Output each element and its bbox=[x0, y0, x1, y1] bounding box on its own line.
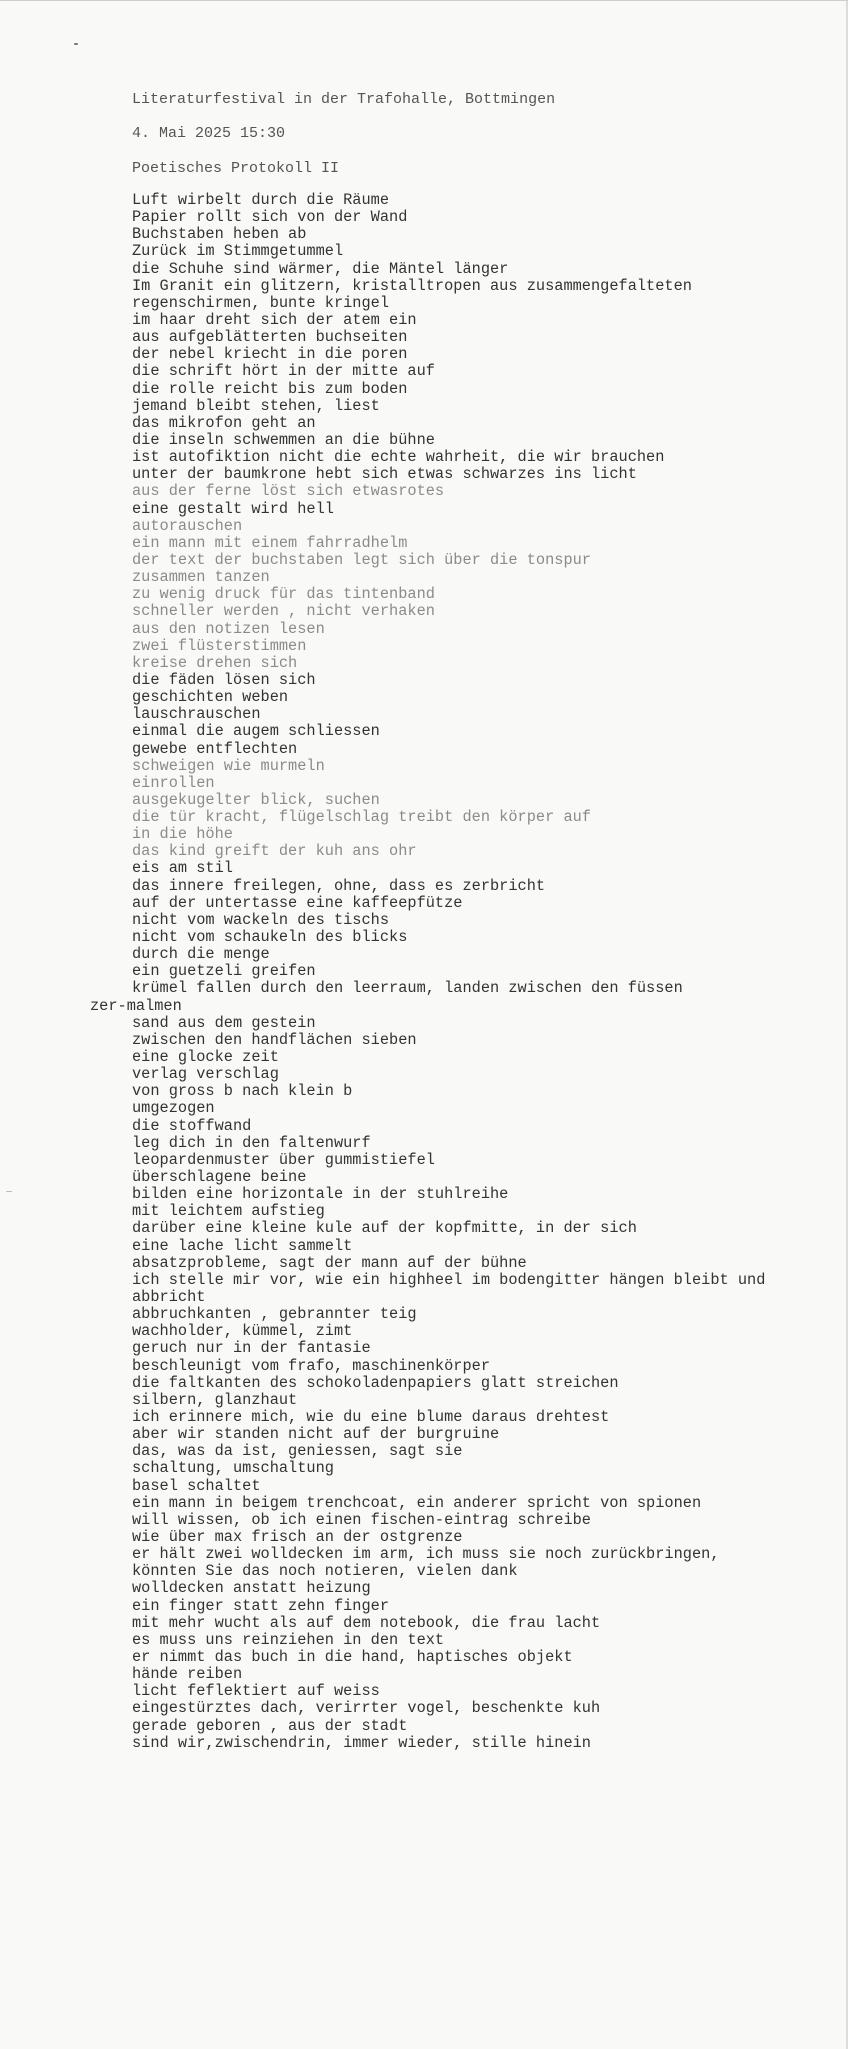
poem-line: geschichten weben bbox=[132, 688, 289, 707]
poem-line: zusammen tanzen bbox=[132, 568, 270, 587]
poem-line: sand aus dem gestein bbox=[132, 1013, 316, 1032]
ink-speck bbox=[6, 1191, 12, 1192]
poem-line: umgezogen bbox=[132, 1099, 215, 1118]
poem-line: abbruchkanten , gebrannter teig bbox=[132, 1305, 417, 1324]
poem-line: die schrift hört in der mitte auf bbox=[132, 362, 435, 381]
poem-line: aber wir standen nicht auf der burgruine bbox=[132, 1425, 500, 1444]
poem-line: zer-malmen bbox=[90, 996, 182, 1015]
poem-line: silbern, glanzhaut bbox=[132, 1390, 298, 1409]
poem-line: von gross b nach klein b bbox=[132, 1082, 353, 1101]
poem-line: wachholder, kümmel, zimt bbox=[132, 1322, 353, 1341]
poem-line: basel schaltet bbox=[132, 1476, 261, 1495]
poem-line: auf der untertasse eine kaffeepfütze bbox=[132, 893, 463, 912]
poem-line: er nimmt das buch in die hand, haptisches objekt bbox=[132, 1647, 573, 1666]
poem-line: schweigen wie murmeln bbox=[132, 756, 325, 775]
poem-line: jemand bleibt stehen, liest bbox=[132, 396, 380, 415]
poem-line: krümel fallen durch den leerraum, landen zwischen den füssen bbox=[132, 979, 683, 998]
poem-line: die inseln schwemmen an die bühne bbox=[132, 430, 435, 449]
poem-line: das innere freilegen, ohne, dass es zerbricht bbox=[132, 876, 546, 895]
poem-line: Papier rollt sich von der Wand bbox=[132, 208, 408, 227]
poem-line: überschlagene beine bbox=[132, 1168, 307, 1187]
date-line: 4. Mai 2025 15:30 bbox=[132, 125, 286, 142]
poem-line: eis am stil bbox=[132, 859, 233, 878]
poem-line: ein mann mit einem fahrradhelm bbox=[132, 533, 408, 552]
poem-line: aus aufgeblätterten buchseiten bbox=[132, 328, 408, 347]
poem-line: schaltung, umschaltung bbox=[132, 1459, 334, 1478]
poem-line: im haar dreht sich der atem ein bbox=[132, 310, 417, 329]
poem-line: der text der buchstaben legt sich über die tonspur bbox=[132, 550, 591, 569]
poem-line: eingestürztes dach, verirrter vogel, beschenkte kuh bbox=[132, 1699, 601, 1718]
poem-line: Buchstaben heben ab bbox=[132, 225, 307, 244]
poem-line: in die höhe bbox=[132, 825, 233, 844]
poem-line: die Schuhe sind wärmer, die Mäntel länger bbox=[132, 259, 509, 278]
poem-line: geruch nur in der fantasie bbox=[132, 1339, 371, 1358]
poem-line: das kind greift der kuh ans ohr bbox=[132, 842, 417, 861]
poem-line: einrollen bbox=[132, 773, 215, 792]
poem-line: wie über max frisch an der ostgrenze bbox=[132, 1527, 463, 1546]
poem-line: die stoffwand bbox=[132, 1116, 252, 1135]
poem-line: ich erinnere mich, wie du eine blume daraus drehtest bbox=[132, 1407, 610, 1426]
poem-line: eine gestalt wird hell bbox=[132, 499, 334, 518]
poem-line: regenschirmen, bunte kringel bbox=[132, 293, 390, 312]
poem-line: könnten Sie das noch notieren, vielen dank bbox=[132, 1562, 518, 1581]
poem-line: ein mann in beigem trenchcoat, ein anderer spricht von spionen bbox=[132, 1493, 702, 1512]
poem-line: verlag verschlag bbox=[132, 1065, 279, 1084]
poem-line: aus den notizen lesen bbox=[132, 619, 325, 638]
poem-line: aus der ferne löst sich etwasrotes bbox=[132, 482, 445, 501]
poem-line: ich stelle mir vor, wie ein highheel im bodengitter hängen bleibt und bbox=[132, 1270, 766, 1289]
poem-lines bbox=[90, 191, 766, 1752]
poem-line: absatzprobleme, sagt der mann auf der bühne bbox=[132, 1253, 527, 1272]
poem-line: nicht vom schaukeln des blicks bbox=[132, 928, 408, 947]
poem-line: bilden eine horizontale in der stuhlreihe bbox=[132, 1185, 509, 1204]
poem-line: eine lache licht sammelt bbox=[132, 1236, 353, 1255]
poem-line: leopardenmuster über gummistiefel bbox=[132, 1150, 435, 1169]
poem-line: darüber eine kleine kule auf der kopfmitte, in der sich bbox=[132, 1219, 637, 1238]
poem-line: mit mehr wucht als auf dem notebook, die frau lacht bbox=[132, 1613, 601, 1632]
poem-line: das mikrofon geht an bbox=[132, 413, 316, 432]
poem-line: er hält zwei wolldecken im arm, ich muss sie noch zurückbringen, bbox=[132, 1545, 720, 1564]
poem-line: eine glocke zeit bbox=[132, 1048, 279, 1067]
poem-line: Luft wirbelt durch die Räume bbox=[132, 191, 390, 209]
poem-line: lauschrauschen bbox=[132, 705, 261, 724]
poem-line: ist autofiktion nicht die echte wahrheit, die wir brauchen bbox=[132, 448, 665, 467]
poem-line: einmal die augem schliessen bbox=[132, 722, 380, 741]
ink-speck bbox=[74, 43, 78, 45]
poem-line: zu wenig druck für das tintenband bbox=[132, 585, 435, 604]
poem-line: die rolle reicht bis zum boden bbox=[132, 379, 408, 398]
poem-line: will wissen, ob ich einen fischen-eintrag schreibe bbox=[132, 1510, 591, 1529]
poem-line: sind wir,zwischendrin, immer wieder, stille hinein bbox=[132, 1733, 591, 1752]
poem-line: ein guetzeli greifen bbox=[132, 962, 316, 981]
poem-line: ein finger statt zehn finger bbox=[132, 1596, 390, 1615]
poem-line: zwei flüsterstimmen bbox=[132, 636, 307, 655]
poem-line: der nebel kriecht in die poren bbox=[132, 345, 408, 364]
poem-line: Im Granit ein glitzern, kristalltropen aus zusammengefalteten bbox=[132, 276, 692, 295]
poem-line: das, was da ist, geniessen, sagt sie bbox=[132, 1442, 463, 1461]
poem-line: nicht vom wackeln des tischs bbox=[132, 910, 390, 929]
poem-line: durch die menge bbox=[132, 945, 270, 964]
poem-line: die fäden lösen sich bbox=[132, 670, 316, 689]
poem-line: die faltkanten des schokoladenpapiers glatt streichen bbox=[132, 1373, 619, 1392]
poem-line: licht feflektiert auf weiss bbox=[132, 1682, 380, 1701]
poem-line: leg dich in den faltenwurf bbox=[132, 1133, 371, 1152]
poem-line: mit leichtem aufstieg bbox=[132, 1202, 325, 1221]
poem-line: es muss uns reinziehen in den text bbox=[132, 1630, 445, 1649]
poem-line: hände reiben bbox=[132, 1665, 243, 1684]
poem-line: abbricht bbox=[132, 1288, 206, 1306]
event-line: Literaturfestival in der Trafohalle, Bottmingen bbox=[132, 91, 556, 108]
document-title: Poetisches Protokoll II bbox=[132, 160, 340, 177]
poem-line: ausgekugelter blick, suchen bbox=[132, 790, 380, 809]
poem-line: Zurück im Stimmgetummel bbox=[132, 242, 344, 261]
poem-line: autorauschen bbox=[132, 516, 243, 535]
poem-line: beschleunigt vom frafo, maschinenkörper bbox=[132, 1356, 491, 1375]
poem-line: kreise drehen sich bbox=[132, 653, 298, 672]
poem-line: unter der baumkrone hebt sich etwas schwarzes ins licht bbox=[132, 465, 637, 484]
poem-line: wolldecken anstatt heizung bbox=[132, 1579, 371, 1598]
poem-line: gewebe entflechten bbox=[132, 739, 298, 758]
poem-line: gerade geboren , aus der stadt bbox=[132, 1716, 408, 1735]
poem-line: zwischen den handflächen sieben bbox=[132, 1030, 417, 1049]
poem-line: schneller werden , nicht verhaken bbox=[132, 602, 435, 621]
poem-line: die tür kracht, flügelschlag treibt den körper auf bbox=[132, 808, 591, 827]
